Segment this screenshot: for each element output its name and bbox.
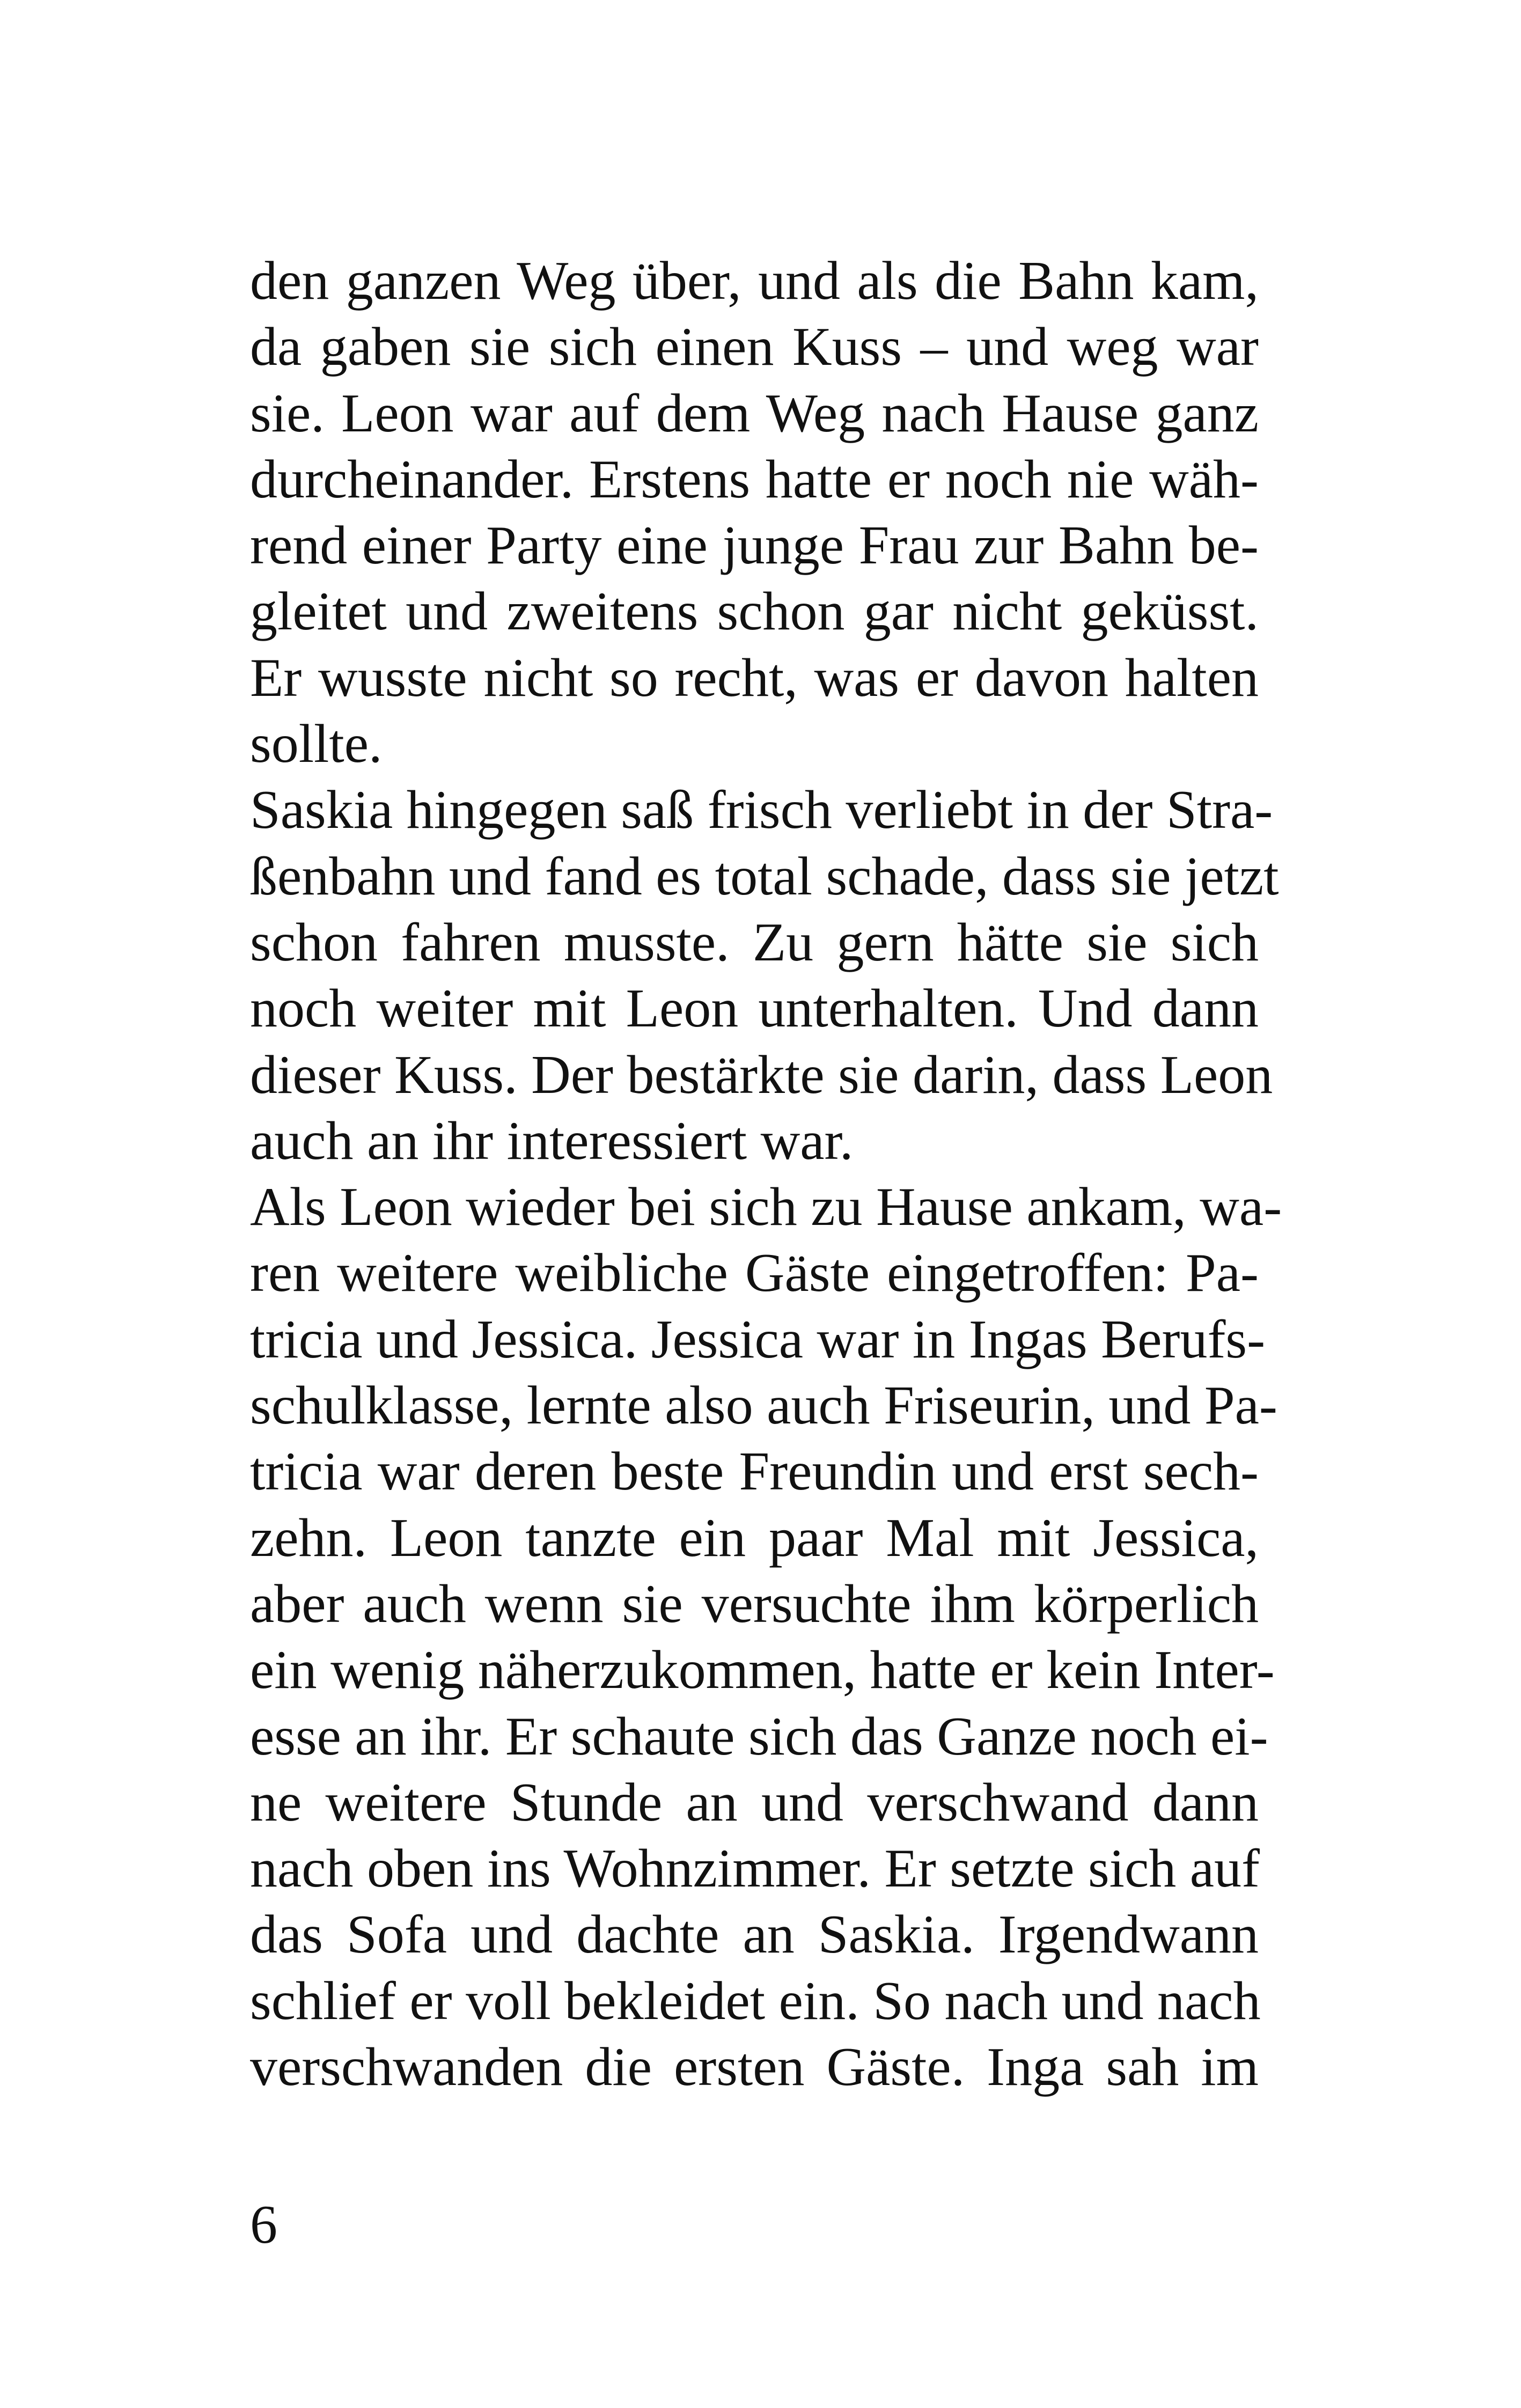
text-line-11: schon fahren musste. Zu gern hätte sie sich [250,912,1259,973]
text-line-27: schlief er voll bekleidet ein. So nach und nach [250,1970,1261,2031]
text-line-21: aber auch wenn sie versuchte ihm körperlich [250,1573,1259,1634]
text-line-10: ßenbahn und fand es total schade, dass sie jetzt [250,846,1279,907]
text-line-8: sollte. [250,714,383,775]
text-line-17: tricia und Jessica. Jessica war in Ingas Berufs- [250,1309,1266,1370]
text-line-6: gleitet und zweitens schon gar nicht geküsst. [250,581,1259,642]
text-line-26: das Sofa und dachte an Saskia. Irgendwann [250,1904,1259,1965]
page-number: 6 [250,2194,277,2255]
text-line-23: esse an ihr. Er schaute sich das Ganze noch ei- [250,1706,1268,1767]
text-line-7: Er wusste nicht so recht, was er davon halten [250,647,1259,708]
text-line-24: ne weitere Stunde an und verschwand dann [250,1772,1259,1833]
text-line-19: tricia war deren beste Freundin und erst sech- [250,1441,1259,1502]
text-line-3: sie. Leon war auf dem Weg nach Hause ganz [250,383,1259,444]
text-line-12: noch weiter mit Leon unterhalten. Und dann [250,978,1259,1039]
text-line-15: Als Leon wieder bei sich zu Hause ankam, wa- [250,1177,1282,1238]
text-line-14: auch an ihr interessiert war. [250,1110,854,1171]
text-line-4: durcheinander. Erstens hatte er noch nie wäh- [250,449,1259,510]
body-text [250,248,1282,2100]
text-line-20: zehn. Leon tanzte ein paar Mal mit Jessica, [250,1507,1259,1568]
text-line-18: schulklasse, lernte also auch Friseurin, und Pa- [250,1375,1277,1436]
text-line-16: ren weitere weibliche Gäste eingetroffen: Pa- [250,1243,1259,1304]
text-line-28: verschwanden die ersten Gäste. Inga sah im [250,2037,1259,2098]
text-line-2: da gaben sie sich einen Kuss – und weg war [250,317,1259,378]
text-line-13: dieser Kuss. Der bestärkte sie darin, dass Leon [250,1044,1273,1105]
text-line-22: ein wenig näherzukommen, hatte er kein Inter- [250,1640,1275,1701]
text-line-9: Saskia hingegen saß frisch verliebt in der Stra- [250,780,1273,841]
text-line-1: den ganzen Weg über, und als die Bahn kam, [250,251,1259,311]
text-line-5: rend einer Party eine junge Frau zur Bahn be- [250,515,1259,576]
text-line-25: nach oben ins Wohnzimmer. Er setzte sich auf [250,1838,1260,1899]
